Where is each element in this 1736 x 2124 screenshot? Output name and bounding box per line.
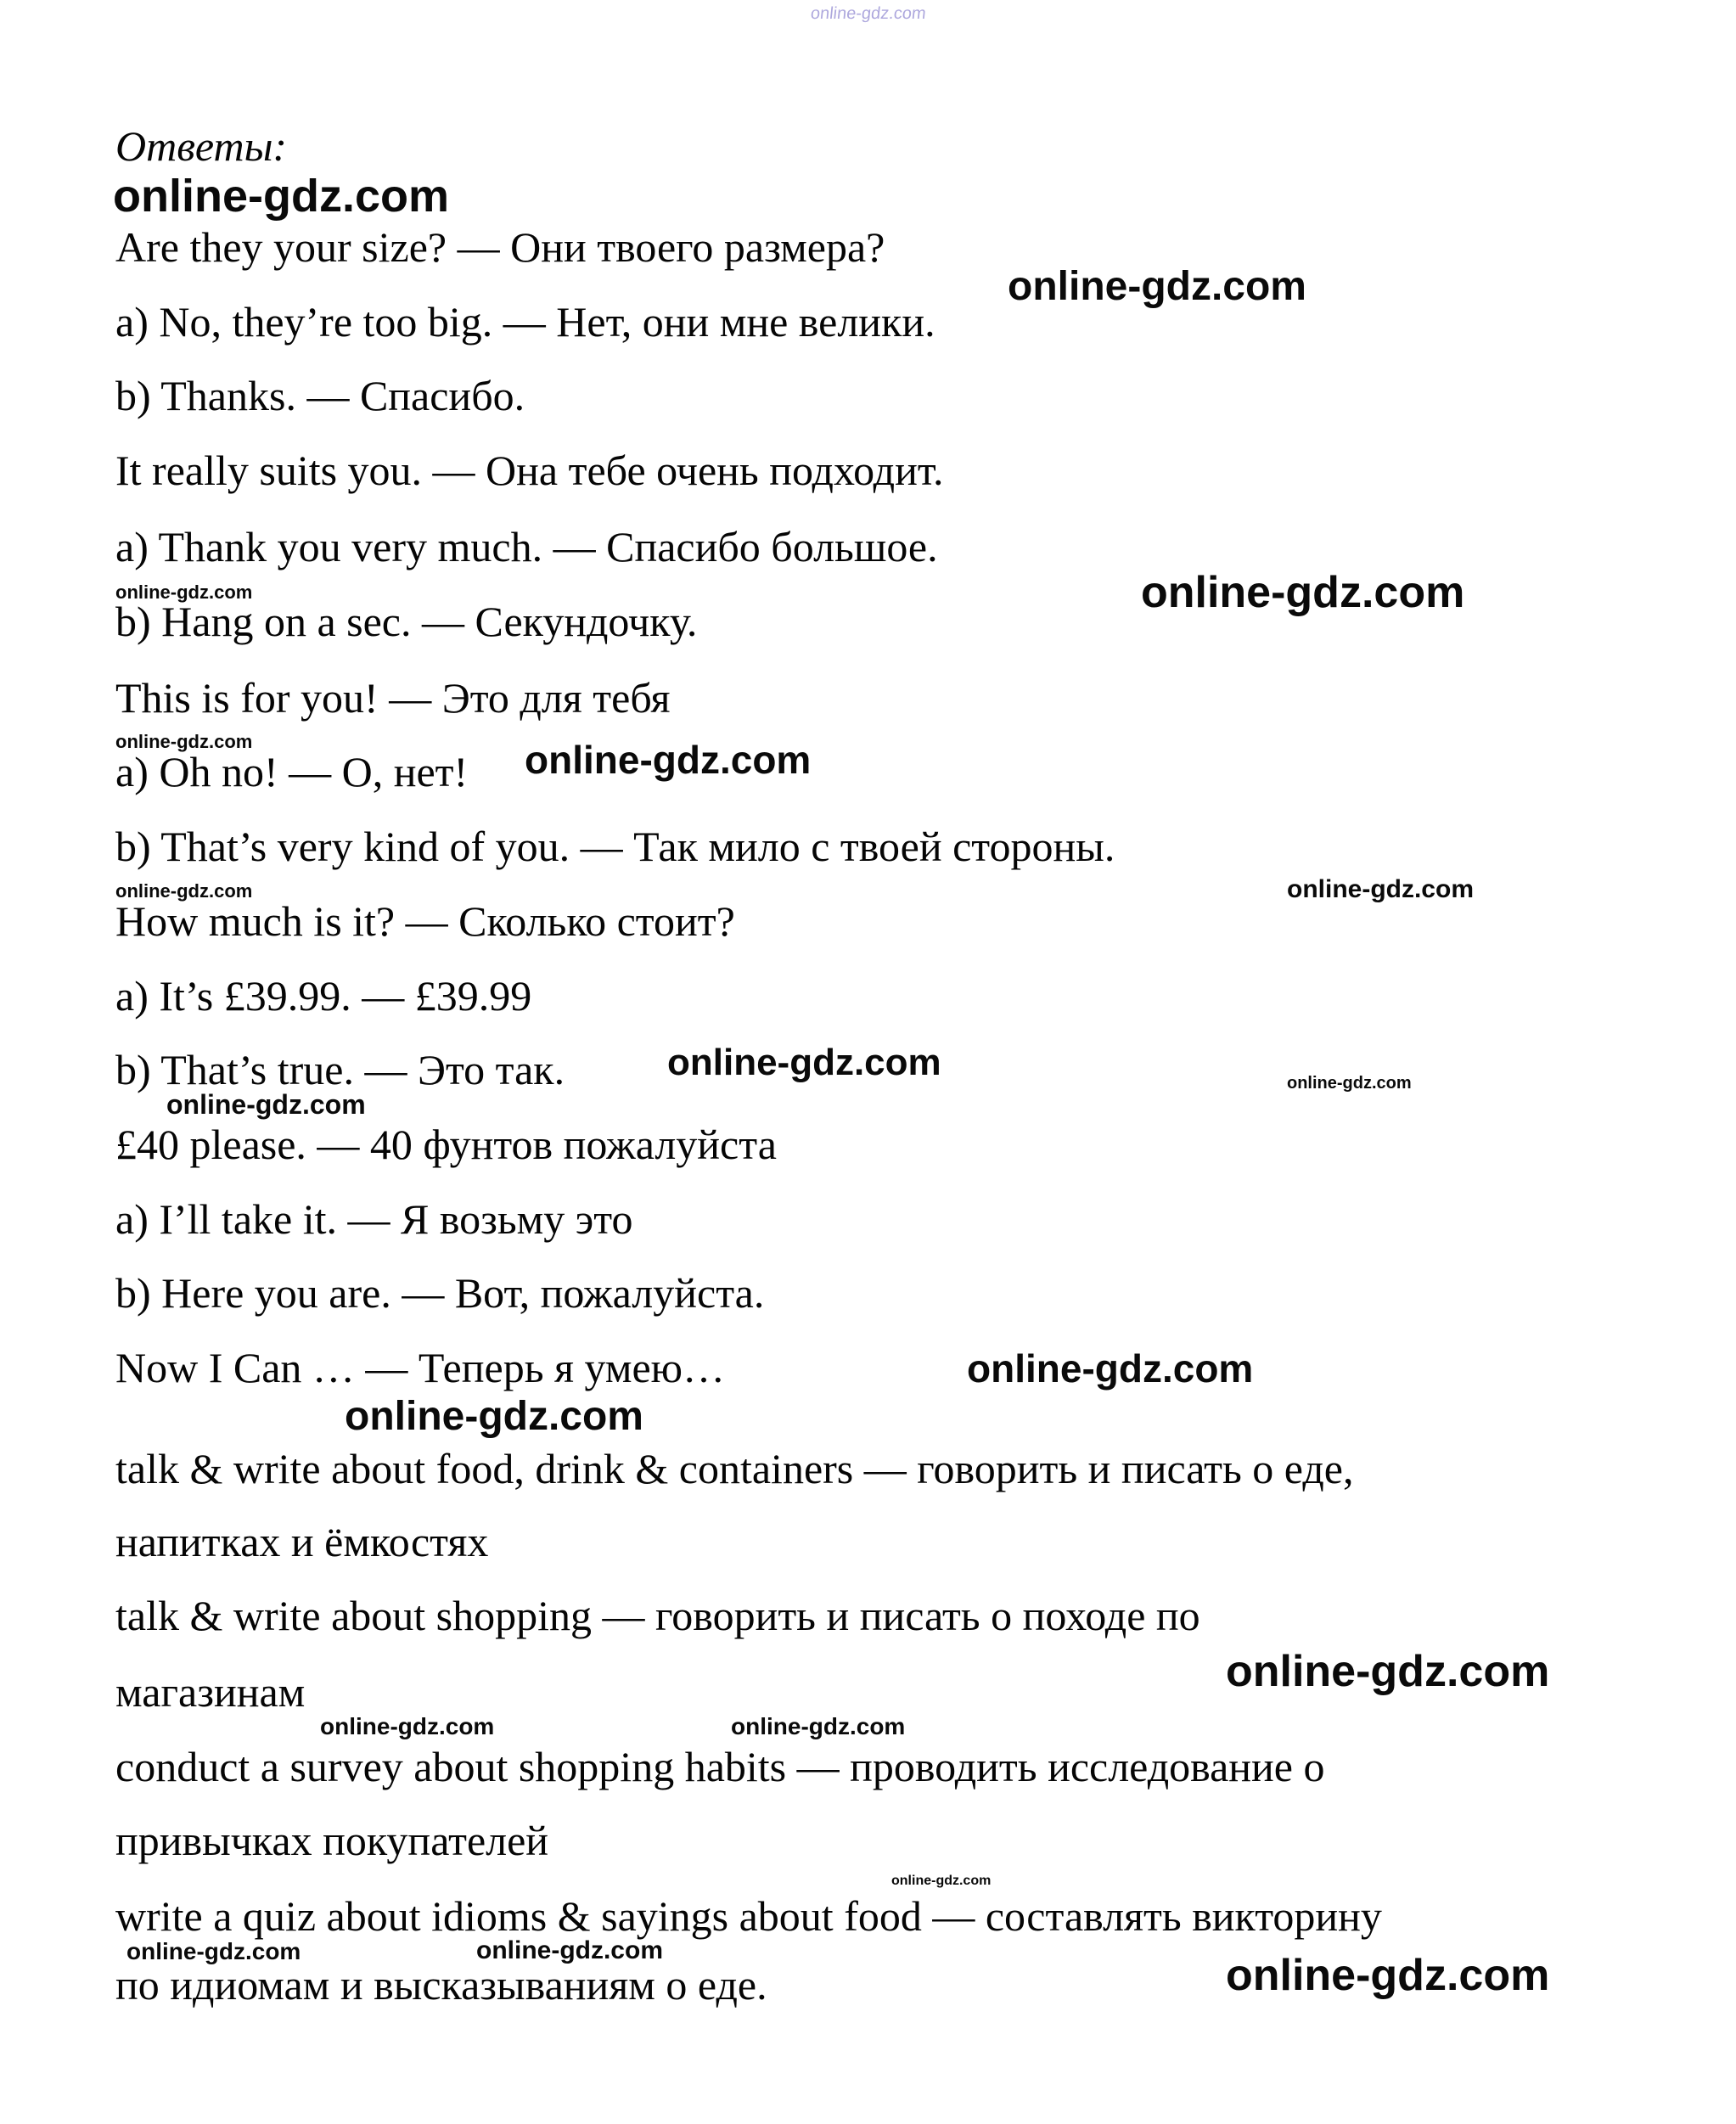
document-line: b) Here you are. — Вот, пожалуйста. <box>115 1269 765 1317</box>
watermark: online-gdz.com <box>345 1394 643 1439</box>
document-line: It really suits you. — Она тебе очень подходит. <box>115 447 944 494</box>
document-line: £40 please. — 40 фунтов пожалуйста <box>115 1121 777 1168</box>
document-line: b) Thanks. — Спасибо. <box>115 372 525 419</box>
watermark: online-gdz.com <box>525 738 812 782</box>
document-line: по идиомам и высказываниям о еде. <box>115 1961 767 2009</box>
watermark: online-gdz.com <box>1226 1647 1550 1696</box>
document-line: talk & write about food, drink & containers — говорить и писать о еде, <box>115 1445 1354 1492</box>
document-line: привычках покупателей <box>115 1817 549 1864</box>
watermark: online-gdz.com <box>113 171 449 222</box>
watermark: online-gdz.com <box>809 4 927 23</box>
watermark: online-gdz.com <box>115 880 253 902</box>
watermark: online-gdz.com <box>166 1089 366 1120</box>
document-line: b) That’s very kind of you. — Так мило с твоей стороны. <box>115 823 1115 870</box>
document-line: Now I Can … — Теперь я умею… <box>115 1344 726 1391</box>
watermark: online-gdz.com <box>1008 264 1306 309</box>
watermark: online-gdz.com <box>1287 1074 1412 1093</box>
document-line: talk & write about shopping — говорить и писать о походе по <box>115 1592 1200 1639</box>
watermark: online-gdz.com <box>126 1938 301 1964</box>
document-line: a) Oh no! — О, нет! <box>115 748 469 795</box>
watermark: online-gdz.com <box>115 731 253 752</box>
document-line: a) Thank you very much. — Спасибо большое. <box>115 523 938 570</box>
watermark: online-gdz.com <box>731 1713 906 1739</box>
document-line: a) It’s £39.99. — £39.99 <box>115 972 532 1020</box>
watermark: online-gdz.com <box>1226 1951 1550 2000</box>
document-line: магазинам <box>115 1668 306 1716</box>
watermark: online-gdz.com <box>967 1346 1254 1391</box>
document-line: write a quiz about idioms & sayings about food — составлять викторину <box>115 1892 1382 1940</box>
watermark: online-gdz.com <box>320 1713 495 1739</box>
watermark: online-gdz.com <box>1141 568 1465 617</box>
document-line: напитках и ёмкостях <box>115 1518 489 1565</box>
document-line: Are they your size? — Они твоего размера? <box>115 223 885 271</box>
document-line: conduct a survey about shopping habits — проводить исследование о <box>115 1743 1325 1790</box>
watermark: online-gdz.com <box>115 582 253 603</box>
watermark: online-gdz.com <box>1287 875 1474 903</box>
watermark: online-gdz.com <box>891 1874 992 1888</box>
document-line: a) No, they’re too big. — Нет, они мне велики. <box>115 298 935 346</box>
document-line: b) That’s true. — Это так. <box>115 1046 565 1093</box>
document-line: How much is it? — Сколько стоит? <box>115 897 735 945</box>
watermark: online-gdz.com <box>667 1042 941 1083</box>
document-line: a) I’ll take it. — Я возьму это <box>115 1195 633 1243</box>
watermark: online-gdz.com <box>476 1936 663 1964</box>
document-line: b) Hang on a sec. — Секундочку. <box>115 598 698 645</box>
document-line: This is for you! — Это для тебя <box>115 674 671 722</box>
page-heading: Ответы: <box>115 122 288 170</box>
